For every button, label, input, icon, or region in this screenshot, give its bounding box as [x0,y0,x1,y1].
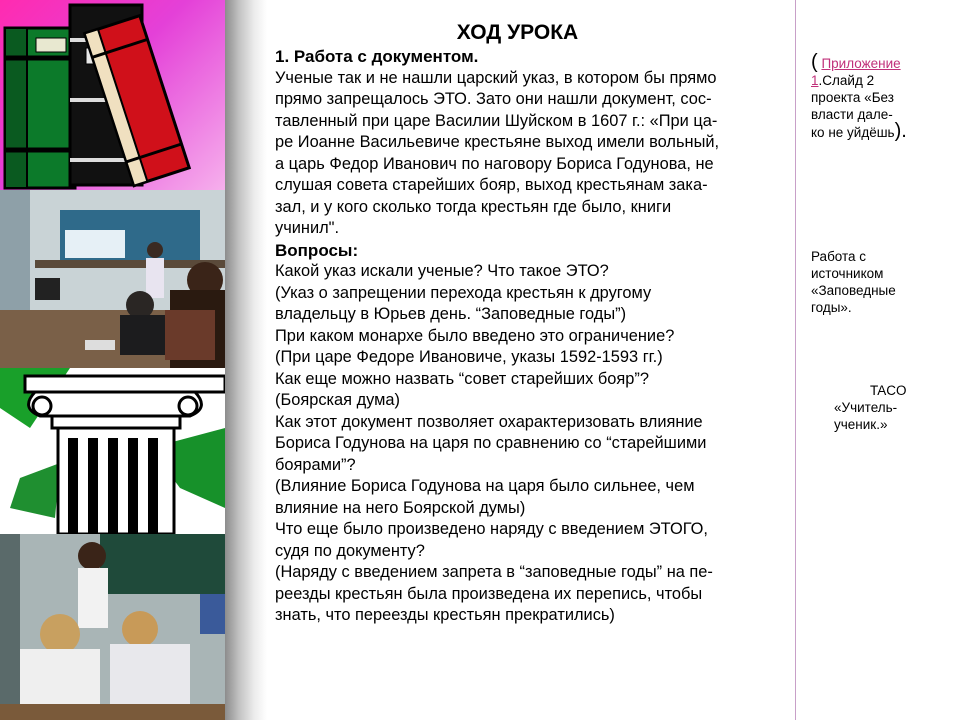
quote-line: учинил". [275,219,340,237]
qa-line: (Влияние Бориса Годунова на царя было сильнее, чем [275,477,695,495]
note-text: годы». [811,300,852,315]
appendix-link-number[interactable]: 1 [811,73,819,88]
qa-line: (Наряду с введением запрета в “заповедные годы” на пе- [275,563,713,581]
quote-line: Ученые так и не нашли царский указ, в котором бы прямо [275,68,717,87]
taco-note [834,382,924,433]
qa-line: При каком монархе было введено это ограничение? [275,326,675,345]
qa-line: Какой указ искали ученые? Что такое ЭТО? [275,262,609,280]
questions-answers [275,261,790,627]
qa-line: (Боярская дума) [275,391,401,409]
qa-line: владельцу в Юрьев день. “Заповедные годы”) [275,305,627,323]
qa-line: реезды крестьян была произведена их перепись, чтобы [275,584,703,603]
note-text: власти дале- [811,107,893,122]
qa-line: (При царе Федоре Ивановиче, указы 1592-1593 гг.) [275,348,663,366]
page-title: ХОД УРОКА [456,21,579,44]
source-note [811,248,931,316]
classroom-photo-2 [0,534,225,720]
appendix-link[interactable]: Приложение [821,56,901,71]
strip-shadow [225,0,267,720]
close-paren: ). [894,120,907,142]
quote-line: а царь Федор Иванович по наговору Бориса Годунова, не [275,154,714,173]
note-text: проекта «Без [811,90,894,105]
document-quote [275,68,790,240]
note-text: ученик.» [834,417,888,432]
qa-line: боярами”? [275,455,356,474]
appendix-note [811,51,931,142]
qa-line: Что еще было произведено наряду с введением ЭТОГО, [275,520,708,538]
qa-line: Бориса Годунова на царя по сравнению со “старейшими [275,434,707,452]
qa-line: Как этот документ позволяет охарактеризовать влияние [275,412,703,431]
lesson-content [275,20,790,627]
classroom-photo-1 [0,190,225,368]
qa-line: влияние на него Боярской думы) [275,498,526,517]
note-text: .Слайд 2 [818,73,875,88]
note-text: источником [811,266,884,281]
qa-line: Как еще можно назвать “совет старейших бояр”? [275,369,649,388]
books-image [0,0,225,190]
questions-heading: Вопросы: [275,240,359,260]
quote-line: зал, и у кого сколько тогда крестьян где было, книги [275,197,672,216]
note-text: ко не уйдёшь [811,125,895,140]
open-paren: ( [811,51,818,73]
note-text: TACO [870,383,907,398]
column-image [0,368,225,534]
qa-line: (Указ о запрещении перехода крестьян к другому [275,283,652,302]
image-strip [0,0,225,720]
books-illustration [0,0,225,190]
section-heading: 1. Работа с документом. [275,47,479,66]
note-text: «Заповедные [811,283,896,298]
quote-line: слушая совета старейших бояр, выход крестьянам зака- [275,176,708,194]
quote-line: тавленный при царе Василии Шуйском в 1607 г.: «При ца- [275,111,718,130]
qa-line: судя по документу? [275,541,425,560]
quote-line: прямо запрещалось ЭТО. Зато они нашли документ, сос- [275,90,712,108]
qa-line: знать, что переезды крестьян прекратились) [275,606,615,624]
note-text: Работа с [811,249,867,264]
note-text: «Учитель- [834,400,898,415]
quote-line: ре Иоанне Васильевиче крестьяне выход имели вольный, [275,133,720,151]
column-divider [795,0,796,720]
